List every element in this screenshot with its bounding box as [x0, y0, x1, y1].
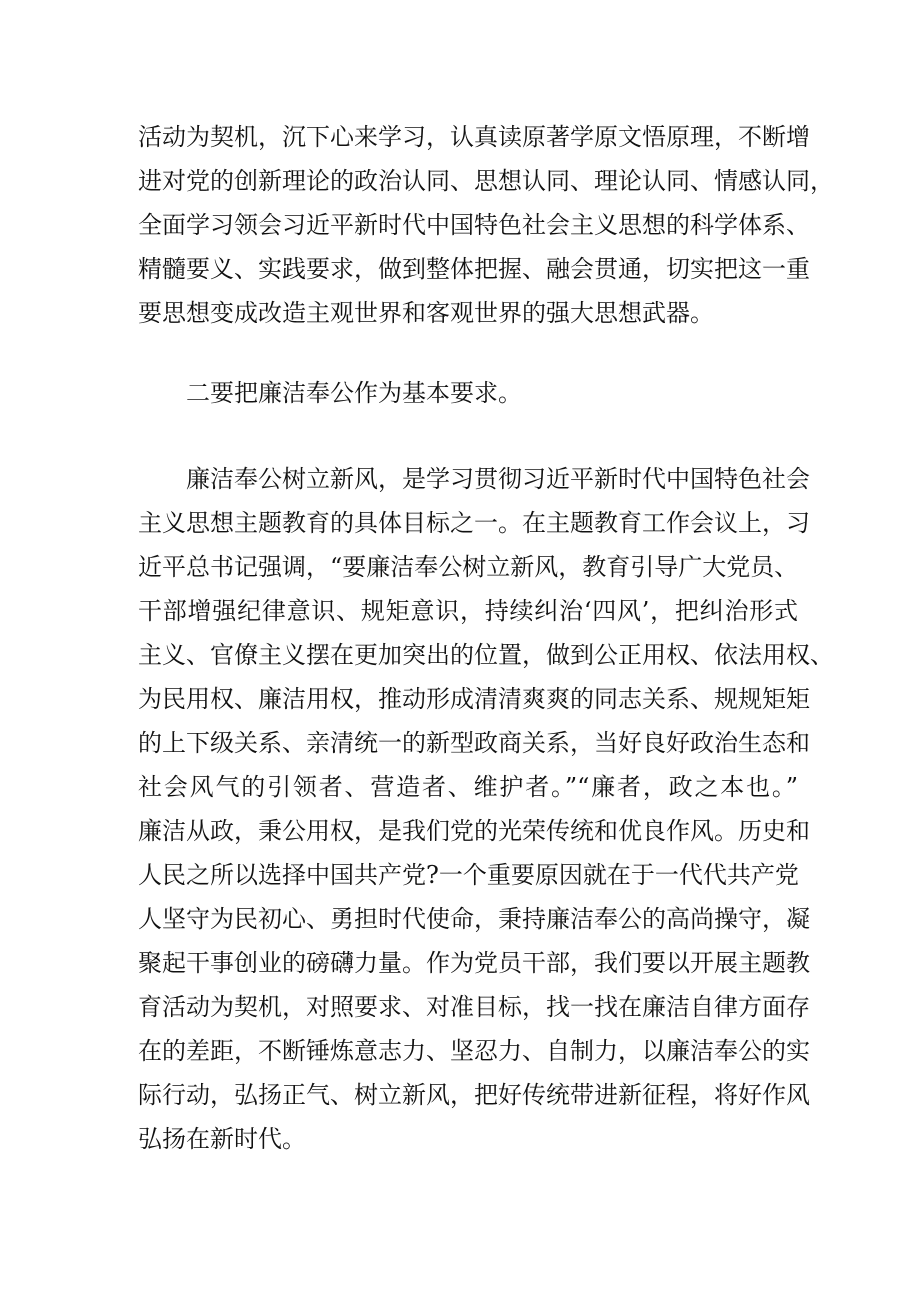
paragraph-2-line: 的上下级关系、亲清统一的新型政商关系，当好良好政治生态和 [138, 729, 810, 757]
paragraph-1-line: 要思想变成改造主观世界和客观世界的强大思想武器。 [138, 299, 714, 327]
paragraph-1 [138, 120, 834, 330]
paragraph-2-line: 干部增强纪律意识、规矩意识，持续纠治‘四风’，把纠治形式 [138, 597, 798, 625]
paragraph-1-line: 进对党的创新理论的政治认同、思想认同、理论认同、情感认同， [138, 167, 834, 195]
paragraph-2-line: 为民用权、廉洁用权，推动形成清清爽爽的同志关系、规规矩矩 [138, 685, 810, 713]
paragraph-1-line: 活动为契机，沉下心来学习，认真读原著学原文悟原理，不断增 [138, 123, 810, 151]
paragraph-2-line: 弘扬在新时代。 [138, 1125, 306, 1153]
paragraph-2-line: 聚起干事创业的磅礴力量。作为党员干部，我们要以开展主题教 [138, 949, 810, 977]
paragraph-2-line: 际行动，弘扬正气、树立新风，把好传统带进新征程，将好作风 [138, 1081, 810, 1109]
section-heading [186, 376, 786, 410]
paragraph-2-line: 主义思想主题教育的具体目标之一。在主题教育工作会议上，习 [138, 509, 810, 537]
paragraph-2 [138, 462, 834, 1153]
paragraph-2-line: 人民之所以选择中国共产党?一个重要原因就在于一代代共产党 [138, 861, 799, 889]
paragraph-2-line: 廉洁从政，秉公用权，是我们党的光荣传统和优良作风。历史和 [138, 817, 810, 845]
paragraph-2-line: 廉洁奉公树立新风，是学习贯彻习近平新时代中国特色社会 [186, 465, 810, 493]
paragraph-1-line: 精髓要义、实践要求，做到整体把握、融会贯通，切实把这一重 [138, 255, 810, 283]
paragraph-2-line: 人坚守为民初心、勇担时代使命，秉持廉洁奉公的高尚操守，凝 [138, 905, 810, 933]
section-heading-text: 二要把廉洁奉公作为基本要求。 [186, 379, 522, 407]
paragraph-2-line: 近平总书记强调，“要廉洁奉公树立新风，教育引导广大党员、 [138, 553, 799, 581]
paragraph-1-line: 全面学习领会习近平新时代中国特色社会主义思想的科学体系、 [138, 211, 810, 239]
paragraph-2-line: 在的差距，不断锤炼意志力、坚忍力、自制力，以廉洁奉公的实 [138, 1037, 810, 1065]
paragraph-2-line: 主义、官僚主义摆在更加突出的位置，做到公正用权、依法用权、 [138, 641, 834, 669]
paragraph-2-line: 社会风气的引领者、营造者、维护者。”“廉者，政之本也。” [138, 773, 798, 801]
paragraph-2-line: 育活动为契机，对照要求、对准目标，找一找在廉洁自律方面存 [138, 993, 810, 1021]
